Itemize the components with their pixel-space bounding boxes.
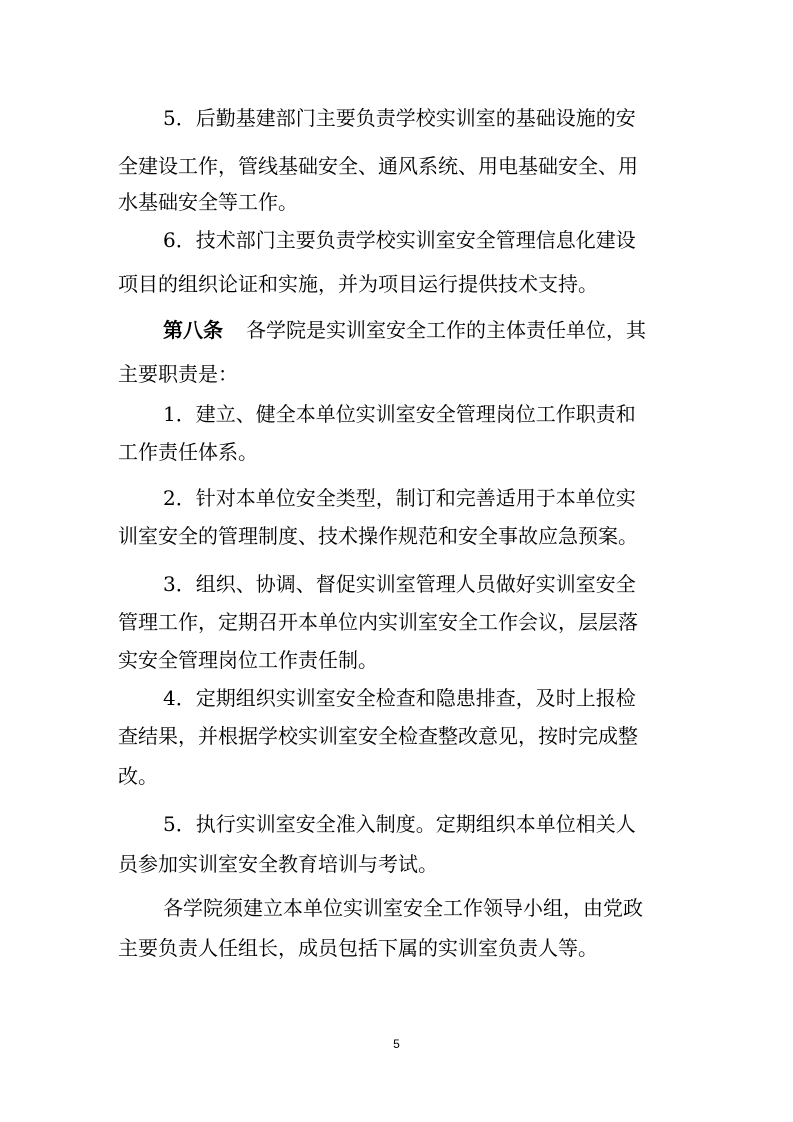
line-text: 5．后勤基建部门主要负责学校实训室的基础设施的安 [163, 106, 636, 130]
line-text: 1．建立、健全本单位实训室安全管理岗位工作职责和 [163, 402, 636, 426]
page-number: 5 [393, 1037, 400, 1051]
line-text: 3．组织、协调、督促实训室管理人员做好实训室安全 [163, 572, 636, 596]
line-text: 训室安全的管理制度、技术操作规范和安全事故应急预案。 [118, 524, 638, 548]
line-text: 项目的组织论证和实施，并为项目运行提供技术支持。 [118, 272, 598, 296]
line-text: 查结果，并根据学校实训室安全检查整改意见，按时完成整 [118, 724, 638, 748]
line-text: 6．技术部门主要负责学校实训室安全管理信息化建设 [163, 228, 636, 252]
line-text: 改。 [118, 764, 158, 788]
line-text: 各学院须建立本单位实训室安全工作领导小组，由党政 [163, 896, 643, 920]
line-text: 4．定期组织实训室安全检查和隐患排查，及时上报检 [163, 686, 636, 710]
line-text: 水基础安全等工作。 [118, 190, 298, 214]
line-text: 主要职责是： [118, 362, 238, 386]
line-text: 主要负责人任组长，成员包括下属的实训室负责人等。 [118, 936, 598, 960]
line-text: 各学院是实训室安全工作的主体责任单位，其 [246, 318, 646, 342]
line-text: 实安全管理岗位工作责任制。 [118, 648, 378, 672]
line-text: 全建设工作，管线基础安全、通风系统、用电基础安全、用 [118, 154, 638, 178]
line-text: 2．针对本单位安全类型，制订和完善适用于本单位实 [163, 486, 636, 510]
line-text: 员参加实训室安全教育培训与考试。 [118, 852, 438, 876]
line-text: 5．执行实训室安全准入制度。定期组织本单位相关人 [163, 812, 636, 836]
article-label: 第八条 [163, 318, 223, 342]
line-text: 管理工作，定期召开本单位内实训室安全工作会议，层层落 [118, 610, 638, 634]
line-text: 工作责任体系。 [118, 440, 258, 464]
